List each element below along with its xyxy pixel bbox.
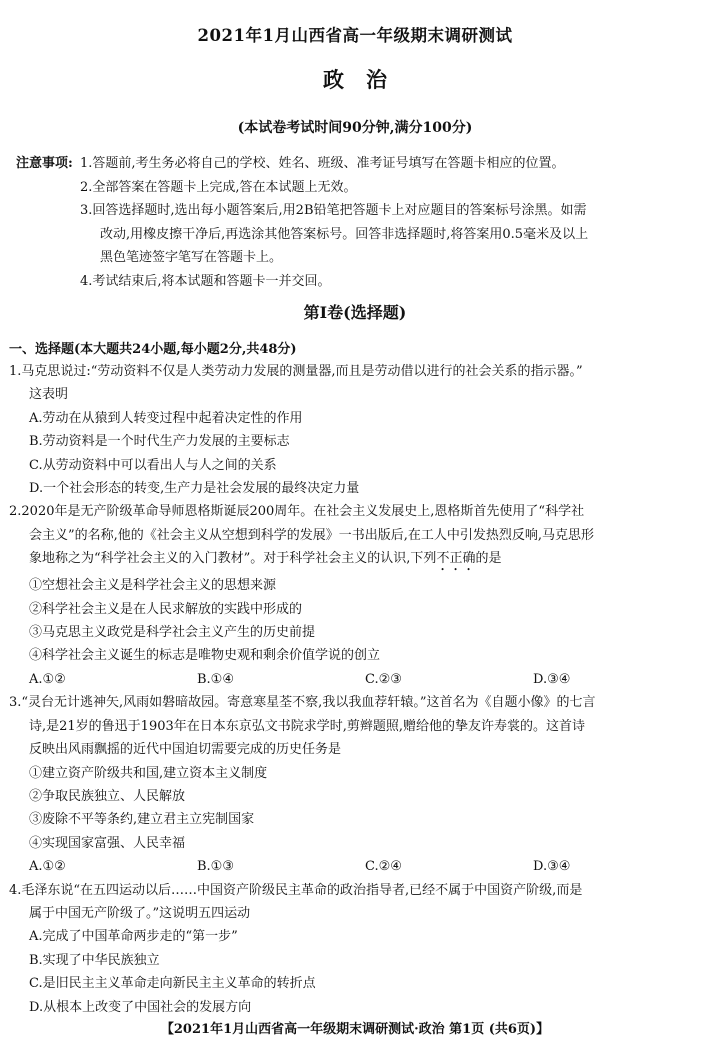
question-3-item: ②争取民族独立、人民解放 (29, 788, 186, 804)
emphasis-text: 不正确 (436, 551, 476, 567)
question-2-item: ④科学社会主义诞生的标志是唯物史观和剩余价值学说的创立 (29, 648, 381, 664)
question-3-item: ④实现国家富强、人民幸福 (29, 835, 186, 851)
choice-c: C.②④ (365, 859, 402, 875)
note-item (16, 270, 700, 294)
notes-section (16, 152, 700, 294)
question-3-choices (9, 855, 701, 878)
question-2-stem: 2.2020年是无产阶级革命导师恩格斯诞辰200周年。在社会主义发展史上,恩格斯首先使用了“科学社 (9, 504, 585, 520)
question-2-stem-text: 的是 (475, 551, 502, 567)
question-3-stem: 诗,是21岁的鲁迅于1903年在日本东京弘文书院求学时,剪辫题照,赠给他的挚友许寿裳的。这首诗 (29, 718, 586, 734)
question-4-option: D.从根本上改变了中国社会的发展方向 (29, 999, 252, 1015)
question-2-choices (9, 668, 701, 691)
note-text: 2.全部答案在答题卡上完成,答在本试题上无效。 (80, 179, 357, 195)
note-text: 3.回答选择题时,选出每小题答案后,用2B铅笔把答题卡上对应题目的答案标号涂黑。如需 (80, 203, 587, 219)
question-1-stem: 1.马克思说过:“劳动资料不仅是人类劳动力发展的测量器,而且是劳动借以进行的社会关系的指示器。” (9, 364, 583, 379)
note-continuation: 黑色笔迹签字笔写在答题卡上。 (100, 250, 283, 266)
question-2-stem (9, 547, 701, 574)
note-text: 4.考试结束后,将本试题和答题卡一并交回。 (80, 273, 331, 289)
choice-c: C.②③ (365, 671, 402, 687)
page-footer: 【2021年1月山西省高一年级期末调研测试·政治 第1页 (共6页)】 (160, 1022, 550, 1037)
note-item (16, 176, 700, 200)
choice-a: A.①② (29, 671, 66, 687)
question-4-option: B.实现了中华民族独立 (29, 952, 160, 968)
section-intro: 一、选择题(本大题共24小题,每小题2分,共48分) (9, 342, 297, 357)
question-4-stem: 4.毛泽东说“在五四运动以后……中国资产阶级民主革命的政治指导者,已经不属于中国资产阶级,而是 (9, 882, 583, 898)
question-1-option: C.从劳动资料中可以看出人与人之间的关系 (29, 457, 277, 473)
notes-label: 注意事项: (16, 156, 73, 171)
choice-b: B.①④ (197, 671, 234, 687)
question-3-stem: 3.“灵台无计逃神矢,风雨如磐暗故园。寄意寒星荃不察,我以我血荐轩辕。”这首名为《自题小像》的七言 (9, 695, 596, 711)
question-3-item: ③废除不平等条约,建立君主立宪制国家 (29, 812, 255, 828)
question-1-option: D.一个社会形态的转变,生产力是社会发展的最终决定力量 (29, 481, 360, 497)
question-2-stem-text: 象地称之为“科学社会主义的入门教材”。对于科学社会主义的认识,下列 (29, 551, 437, 567)
choice-d: D.③④ (533, 671, 571, 687)
question-4-option: C.是旧民主主义革命走向新民主主义革命的转折点 (29, 976, 316, 992)
section-heading: 第Ⅰ卷(选择题) (303, 303, 407, 322)
questions-list (9, 360, 701, 1019)
note-continuation: 改动,用橡皮擦干净后,再选涂其他答案标号。回答非选择题时,将答案用0.5毫米及以上 (100, 226, 589, 242)
question-1-option: A.劳动在从猿到人转变过程中起着决定性的作用 (29, 410, 303, 426)
exam-info: (本试卷考试时间90分钟,满分100分) (237, 120, 473, 136)
question-1-stem: 这表明 (29, 387, 69, 403)
question-3-item: ①建立资产阶级共和国,建立资本主义制度 (29, 765, 268, 781)
question-1-option: B.劳动资料是一个时代生产力发展的主要标志 (29, 434, 290, 450)
question-2-item: ③马克思主义政党是科学社会主义产生的历史前提 (29, 625, 316, 641)
question-3-stem: 反映出风雨飘摇的近代中国迫切需要完成的历史任务是 (29, 742, 342, 758)
question-2-item: ②科学社会主义是在人民求解放的实践中形成的 (29, 601, 303, 617)
choice-d: D.③④ (533, 859, 571, 875)
choice-a: A.①② (29, 859, 66, 875)
subject-title: 政治 (323, 67, 409, 92)
note-item (16, 152, 700, 176)
question-4-stem: 属于中国无产阶级了。”这说明五四运动 (29, 905, 251, 921)
note-text: 1.答题前,考生务必将自己的学校、姓名、班级、准考证号填写在答题卡相应的位置。 (80, 156, 565, 171)
choice-b: B.①③ (197, 859, 234, 875)
question-4-option: A.完成了中国革命两步走的“第一步” (29, 929, 238, 945)
note-item (16, 199, 700, 223)
question-2-item: ①空想社会主义是科学社会主义的思想来源 (29, 578, 277, 594)
exam-title: 2021年1月山西省高一年级期末调研测试 (197, 26, 513, 45)
question-2-stem: 会主义”的名称,他的《社会主义从空想到科学的发展》一书出版后,在工人中引发热烈反响,马克思形 (29, 527, 595, 543)
